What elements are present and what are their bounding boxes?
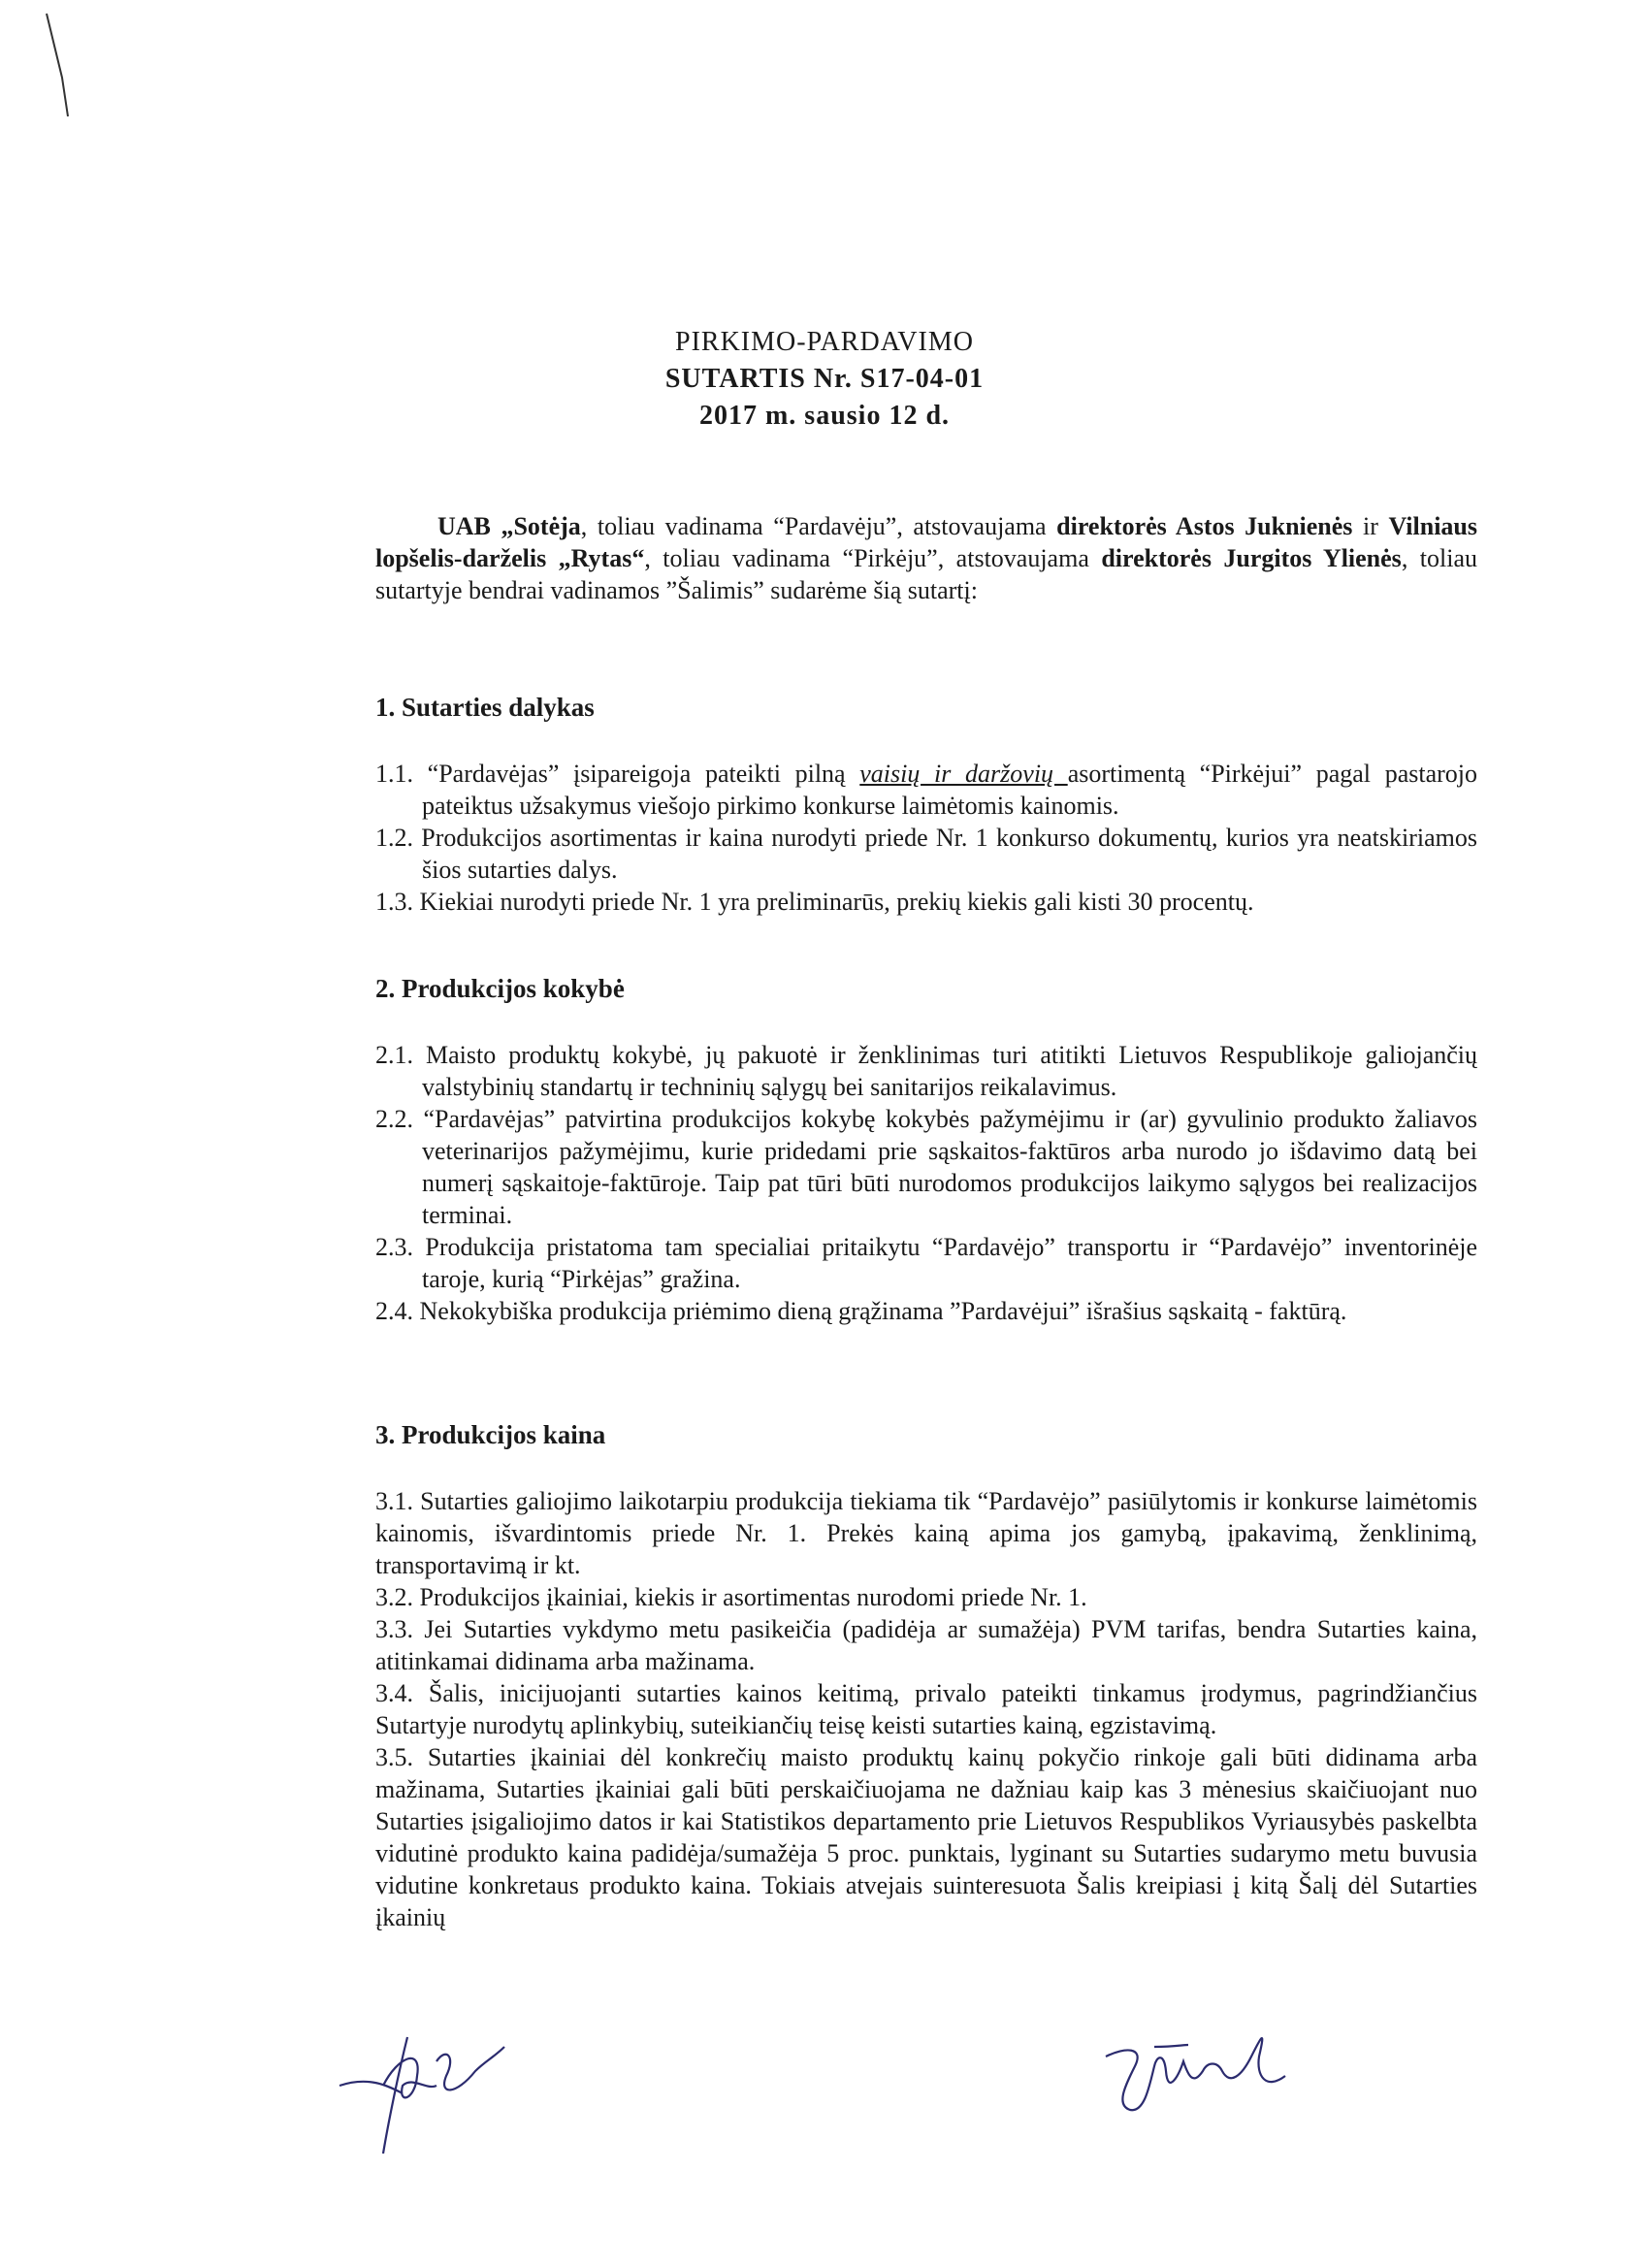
seller-signature: [330, 2018, 524, 2163]
clause-1-1-text-b: asortimentą “Pirkėjui” pagal pastarojo pateiktus užsakymus viešojo pirkimo konkurse laimėtomis kainomis.: [422, 760, 1477, 820]
clause-1-1-underlined: vaisių ir daržovių: [859, 760, 1068, 788]
clause-1-3: 1.3. Kiekiai nurodyti priede Nr. 1 yra preliminarūs, prekių kiekis gali kisti 30 procentų.: [375, 888, 1254, 916]
clause-1-2: 1.2. Produkcijos asortimentas ir kaina nurodyti priede Nr. 1 konkurso dokumentų, kurios yra neatskiriamos šios sutarties dalys.: [375, 824, 1477, 884]
section-2-title: 2. Produkcijos kokybė: [375, 974, 625, 1003]
clause-3-3: 3.3. Jei Sutarties vykdymo metu pasikeičia (padidėja ar sumažėja) PVM tarifas, bendra Sutarties kaina, atitinkamai didinama arba mažinama.: [375, 1615, 1477, 1675]
intro-text-4: , toliau sutartyje bendrai vadinamos ”Šalimis” sudarėme šią sutartį:: [375, 544, 1477, 604]
clause-2-4: 2.4. Nekokybiška produkcija priėmimo dieną grąžinama ”Pardavėjui” išrašius sąskaitą - faktūrą.: [375, 1297, 1347, 1325]
clause-3-2: 3.2. Produkcijos įkainiai, kiekis ir asortimentas nurodomi priede Nr. 1.: [375, 1583, 1087, 1611]
section-1: [375, 693, 1477, 918]
title-line-1: PIRKIMO-PARDAVIMO: [675, 327, 974, 357]
clause-2-2: 2.2. “Pardavėjas” patvirtina produkcijos kokybę kokybės pažymėjimu ir (ar) gyvulinio produkto žaliavos veterinarijos pažymėjimu, kurie pridedami prie sąskaitos-faktūros arba nurodo jo išdavimo datą bei numerį sąskaitoje-faktūroje. Taip pat tūri būti nurodomos produkcijos laikymo sąlygos bei realizacijos terminai.: [375, 1105, 1477, 1229]
section-2: [375, 974, 1477, 1327]
title-date: 2017 m. sausio 12 d.: [698, 401, 951, 431]
section-1-title: 1. Sutarties dalykas: [375, 693, 595, 722]
clause-2-1: 2.1. Maisto produktų kokybė, jų pakuotė ir ženklinimas turi atitikti Lietuvos Respublikoje galiojančių valstybinių standartų ir techninių sąlygų bei sanitarijos reikalavimus.: [375, 1041, 1477, 1101]
section-3-title: 3. Produkcijos kaina: [375, 1420, 606, 1449]
intro-text-2: ir: [1352, 512, 1389, 540]
clause-3-5: 3.5. Sutarties įkainiai dėl konkrečių maisto produktų kainų pokyčio rinkoje gali būti didinama arba mažinama, Sutarties įkainiai gali būti perskaičiuojama ne dažniau kaip kas 3 mėnesius skaičiuojant nuo Sutarties įsigaliojimo datos ir kai Statistikos departamento prie Lietuvos Respublikos Vyriausybės paskelbta vidutinė produkto kaina padidėja/sumažėja 5 proc. punktais, lyginant su Sutarties sudarymo metu buvusia vidutine konkretaus produkto kaina. Tokiais atvejais suinteresuota Šalis kreipiasi į kitą Šalį dėl Sutarties įkainių: [375, 1743, 1477, 1931]
intro-text-1: , toliau vadinama “Pardavėju”, atstovaujama: [580, 512, 1057, 540]
clause-1-1-text-a: 1.1. “Pardavėjas” įsipareigoja pateikti pilną: [375, 760, 860, 788]
intro-paragraph: [375, 510, 1477, 606]
clause-1-1: [375, 758, 1477, 822]
contract-title: [0, 324, 1649, 435]
seller-name: UAB „Sotėja: [437, 512, 581, 540]
seller-director: direktorės Astos Juknienės: [1056, 512, 1353, 540]
scan-stroke-mark: [39, 10, 97, 126]
title-line-2: SUTARTIS Nr. S17-04-01: [664, 364, 985, 394]
intro-text-3: , toliau vadinama “Pirkėju”, atstovaujama: [644, 544, 1102, 572]
section-3: [375, 1420, 1477, 1933]
buyer-name: Vilniaus lopšelis-darželis „Rytas“: [375, 512, 1478, 572]
buyer-director: direktorės Jurgitos Ylienės: [1101, 544, 1402, 572]
clause-3-1: 3.1. Sutarties galiojimo laikotarpiu produkcija tiekiama tik “Pardavėjo” pasiūlytomis ir konkurse laimėtomis kainomis, išvardintomis priede Nr. 1. Prekės kainą apima jos gamybą, įpakavimą, ženklinimą, transportavimą ir kt.: [375, 1487, 1477, 1579]
clause-3-4: 3.4. Šalis, inicijuojanti sutarties kainos keitimą, privalo pateikti tinkamus įrodymus, pagrindžiančius Sutartyje nurodytų aplinkybių, suteikiančių teisę keisti sutarties kainą, egzistavimą.: [375, 1679, 1477, 1739]
clause-2-3: 2.3. Produkcija pristatoma tam specialiai pritaikytu “Pardavėjo” transportu ir “Pardavėjo” inventorinėje taroje, kurią “Pirkėjas” gražina.: [375, 1233, 1477, 1293]
buyer-signature: [1096, 2018, 1290, 2134]
